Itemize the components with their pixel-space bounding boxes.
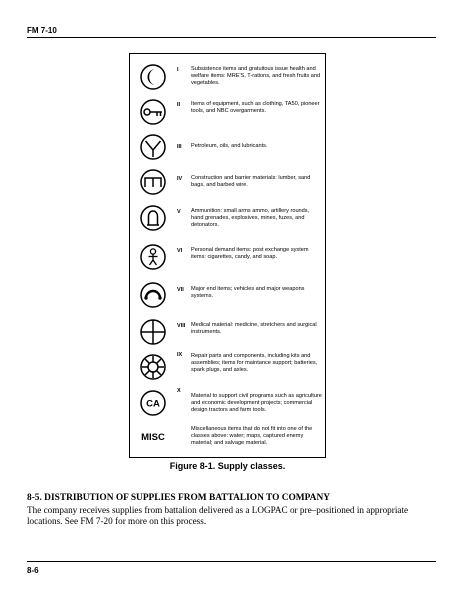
class-description: Medical material: medicine, stretchers and surgical instruments. bbox=[191, 322, 317, 335]
header-rule bbox=[27, 37, 436, 38]
crescent-moon-icon bbox=[140, 64, 166, 90]
vehicle-arc-icon bbox=[140, 282, 166, 308]
class-description: Major end items; vehicles and major weapons systems. bbox=[191, 286, 305, 299]
class-numeral: IV bbox=[177, 176, 183, 182]
class-description: Petroleum, oils, and lubricants. bbox=[191, 143, 268, 149]
page-number: 8-6 bbox=[27, 566, 39, 575]
section-body: The company receives supplies from battalion delivered as a LOGPAC or pre–positioned in appropriate locations. See FM 7-20 for more on this process. bbox=[27, 505, 409, 527]
class-description: Ammunition: small arms ammo, artillery rounds, hand grenades, explosives, mines, fuzes, and detonators. bbox=[191, 208, 310, 228]
class-numeral: VI bbox=[177, 248, 183, 254]
class-numeral: II bbox=[177, 102, 181, 108]
class-description: Miscellaneous items that do not fit into one of the classes above: water; maps, captured enemy material; and salvage material. bbox=[191, 426, 313, 446]
class-description: Repair parts and components, including kits and assemblies; items for maintance support; batteries, spark plugs, and axles. bbox=[191, 353, 318, 373]
class-description: Subsistence items and gratuitous issue health and welfare items: MRE'S, T-rations, and fresh fruits and vegetables. bbox=[191, 66, 321, 86]
class-description: Construction and barrier materials: lumber, sand bags, and barbed wire. bbox=[191, 175, 311, 188]
supply-classes-figure bbox=[129, 53, 326, 458]
figure-caption: Figure 8-1. Supply classes. bbox=[169, 461, 286, 471]
gear-icon bbox=[140, 354, 166, 380]
medical-cross-icon bbox=[140, 319, 166, 345]
ca-icon bbox=[140, 390, 166, 416]
section-heading: 8-5. DISTRIBUTION OF SUPPLIES FROM BATTALION TO COMPANY bbox=[27, 493, 330, 503]
class-numeral: VII bbox=[177, 287, 184, 293]
funnel-icon bbox=[140, 134, 166, 160]
manual-number: FM 7-10 bbox=[27, 26, 57, 35]
footer-rule bbox=[27, 561, 436, 562]
key-icon bbox=[140, 99, 166, 125]
person-icon bbox=[140, 244, 166, 270]
class-numeral: I bbox=[177, 67, 179, 73]
class-description: Material to support civil programs such as agriculture and economic development projects; commercial design tractors and farm tools. bbox=[191, 393, 322, 413]
class-numeral: X bbox=[177, 388, 181, 394]
class-description: Items of equipment, such as clothing, TA50, pioneer tools, and NBC overgarments. bbox=[191, 101, 320, 114]
class-description: Personal demand items: post exchange system items: cigarettes, candy, and soap. bbox=[191, 247, 309, 260]
ca-label: CA bbox=[146, 398, 160, 410]
misc-label: MISC bbox=[141, 432, 165, 443]
barrier-icon bbox=[140, 169, 166, 195]
class-numeral: V bbox=[177, 209, 181, 215]
class-numeral: IX bbox=[177, 352, 183, 358]
bullet-icon bbox=[140, 205, 166, 231]
class-numeral: III bbox=[177, 144, 182, 150]
class-numeral: VIII bbox=[177, 323, 186, 329]
